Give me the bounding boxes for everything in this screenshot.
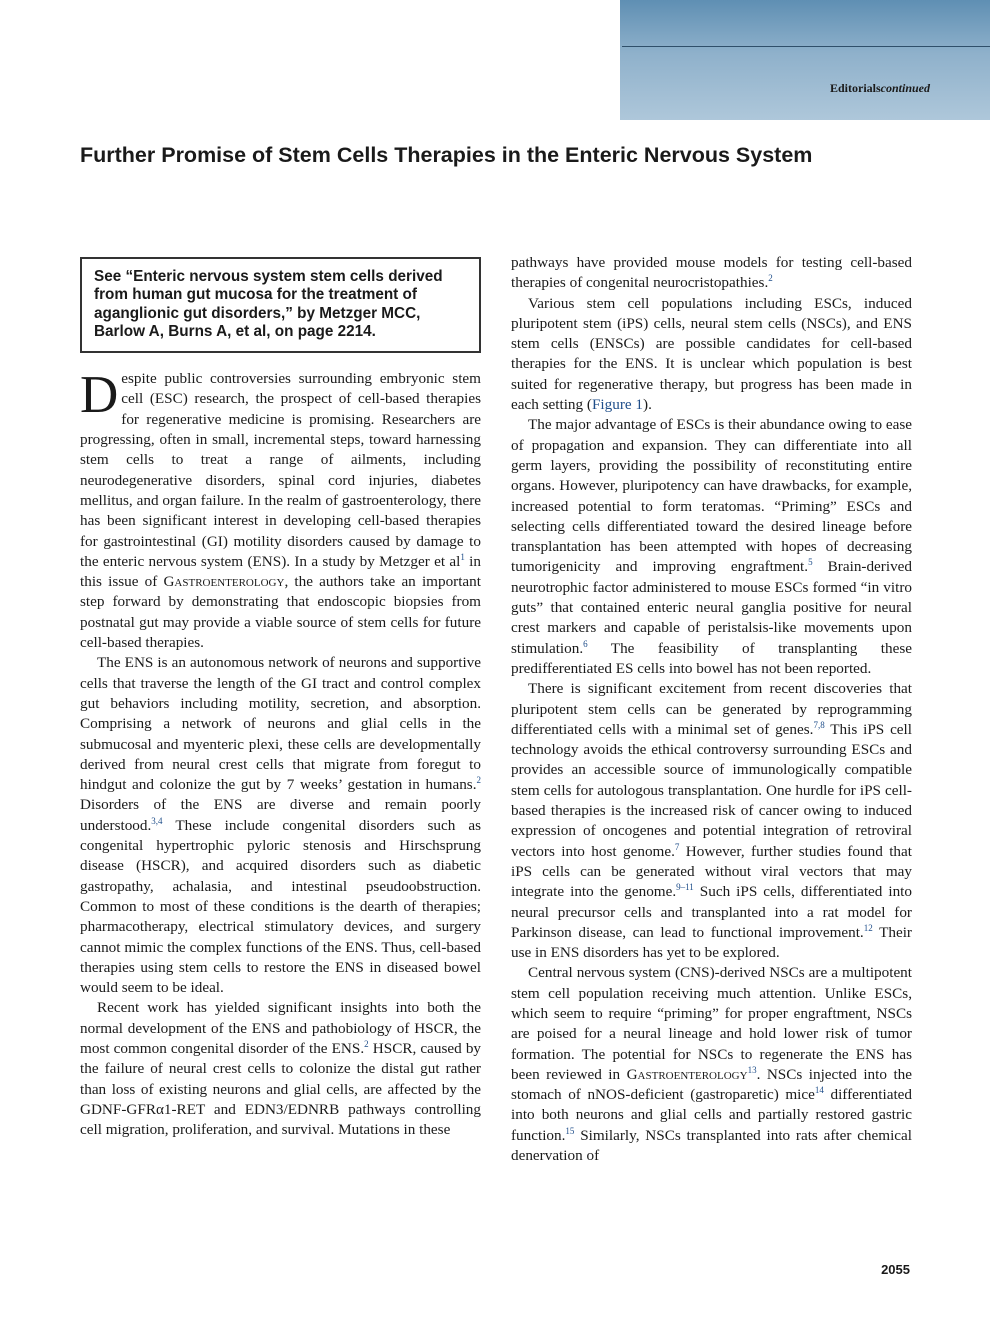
reference-link[interactable]: 3,4 [151, 815, 163, 826]
text-run: Brain-derived neurotrophic factor administered to mouse ESCs formed “in vitro guts” that contained enteric neural ganglia positive for neural crest markers and capable of peristalsis-like movements upon stimulation. [511, 558, 913, 657]
text-run: , the authors take an important step forward by demonstrating that endoscopic biopsies from postnatal gut may provide a viable source of stem cells for future cell-based therapies. [80, 573, 481, 652]
text-run: This iPS cell technology avoids the ethical controversy surrounding ESCs and provides an accessible source of immunologically compatible stem cells for autologous transplantation. One hurdle for iPS cell-based therapies is the increased risk of cancer owing to induced expression of oncogenes and potential integration of retroviral vectors into host genome. [511, 720, 912, 860]
reference-link[interactable]: 1 [460, 551, 465, 562]
text-run: Central nervous system (CNS)-derived NSCs are a multipotent stem cell population receiving much attention. Unlike ESCs, which seem to require “priming” for proper engraftment, NSCs are poised for a neural lineage and hold lower risk of tumor formation. The potential for NSCs to regenerate the ENS has been reviewed in [511, 964, 912, 1083]
text-run: espite public controversies surrounding embryonic stem cell (ESC) research, the prospect of cell-based therapies for regenerative medicine is promising. Researchers are progressing, often in small, incremental steps, toward harnessing stem cells to treat a range of ailments, including neurodegenerative disorders, spinal cord injuries, diabetes mellitus, and organ failure. In the realm of gastroenterology, there has been significant interest in developing cell-based therapies for gastrointestinal (GI) motility disorders caused by damage to the enteric nervous system (ENS). In a study by Metzger et al [80, 370, 481, 570]
reference-link[interactable]: 2 [476, 775, 481, 786]
reference-link[interactable]: 5 [808, 557, 813, 568]
paragraph-continuation [511, 253, 912, 294]
figure-link[interactable]: Figure 1 [591, 396, 644, 414]
drop-cap: D [80, 366, 119, 425]
text-run: HSCR, caused by the failure of neural crest cells to colonize the distal gut rather than loss of existing neurons and glial cells, are affected by the GDNF-GFRα1-RET and EDN3/EDNRB pathways controlling cell migration, proliferation, and survival. Mutations in these [80, 1039, 482, 1139]
article-title: Further Promise of Stem Cells Therapies in the Enteric Nervous System [80, 143, 813, 167]
text-run: Their use in ENS disorders has yet to be explored. [511, 923, 912, 962]
paragraph-ens [80, 653, 481, 998]
paragraph-intro [80, 366, 481, 653]
text-run: Similarly, NSCs transplanted into rats after chemical denervation of [511, 1126, 912, 1165]
text-run: differentiated into both neurons and glial cells and partially restored gastric function. [511, 1086, 912, 1144]
right-column [511, 253, 912, 1166]
page-number: 2055 [881, 1262, 910, 1277]
reference-link[interactable]: 2 [364, 1038, 369, 1049]
running-head-continued: continued [880, 81, 930, 95]
text-run: These include congenital disorders such as congenital hypertrophic pyloric stenosis and Hirschsprung disease (HSCR), and acquired disorders such as diabetic gastropathy, achalasia, and intestinal pseudoobstruction. Common to most of these conditions is the dearth of therapies; pharmacotherapy, electrical stimulatory devices, and surgery cannot mimic the complex functions of the ENS. Thus, cell-based therapies using stem cells to restore the ENS in diseased bowel would seem to be ideal. [80, 816, 481, 997]
reference-link[interactable]: 9–11 [676, 882, 694, 893]
paragraph-stem-cell-populations [511, 294, 912, 416]
reference-link[interactable]: 14 [814, 1085, 824, 1096]
text-run: Various stem cell populations including ESCs, induced pluripotent stem (iPS) cells, neural stem cells (NSCs), and ENS stem cells (ENSCs) are possible candidates for cell-based therapies for the ENS. It is unclear which population is best suited for regenerative therapy, but progress has been made in each setting ( [511, 294, 912, 414]
text-run: Recent work has yielded significant insights into both the normal development of the ENS and pathobiology of HSCR, the most common congenital disorder of the ENS. [80, 999, 481, 1057]
header-color-band [620, 0, 990, 120]
reference-link[interactable]: 2 [768, 273, 773, 284]
reference-link[interactable]: 7 [674, 841, 680, 852]
related-article-box[interactable]: See “Enteric nervous system stem cells derived from human gut mucosa for the treatment of aganglionic gut disorders,” by Metzger MCC, Barlow A, Burns A, et al, on page 2214. [80, 257, 481, 353]
running-head-section: Editorials [829, 81, 881, 95]
text-run: Disorders of the ENS are diverse and remain poorly understood. [80, 796, 481, 834]
reference-link[interactable]: 13 [747, 1064, 757, 1075]
text-run: . NSCs injected into the stomach of nNOS-deficient (gastroparetic) mice [511, 1065, 912, 1104]
journal-name: Gastroenterology [626, 1065, 748, 1083]
reference-link[interactable]: 12 [863, 922, 873, 933]
text-run: The feasibility of transplanting these predifferentiated ES cells into bowel has not been reported. [511, 639, 912, 677]
journal-name: Gastroenterology [163, 573, 285, 591]
header-rule [622, 46, 990, 47]
text-run: However, further studies found that iPS cells can be generated without viral vectors that may integrate into the genome. [511, 842, 912, 901]
text-run: The major advantage of ESCs is their abundance owing to ease of propagation and expansion. They can differentiate into all germ layers, providing the possibility of reconstituting entire organs. However, pluripotency can have drawbacks, for example, increased potential to form teratomas. “Priming” ESCs and selecting cells differentiated toward the desired lineage before transplantation has been attempted with hopes of decreasing tumorigenicity and improving engraftment. [511, 416, 912, 576]
paragraph-recent-work [80, 998, 481, 1140]
running-head [830, 81, 930, 96]
paragraph-nscs [511, 963, 912, 1166]
reference-link[interactable]: 6 [583, 638, 588, 649]
reference-link[interactable]: 15 [565, 1125, 575, 1136]
text-run: The ENS is an autonomous network of neurons and supportive cells that traverse the length of the GI tract and control complex gut behaviors including motility, secretion, and absorption. Comprising a network of neurons and glial cells in the submucosal and myenteric plexi, these cells are developmentally derived from neural crest cells that migrate from foregut to hindgut and colonize the gut by 7 weeks’ gestation in humans. [80, 654, 481, 794]
paragraph-ips-cells [511, 679, 912, 963]
reference-link[interactable]: 7,8 [813, 719, 825, 730]
text-run: Such iPS cells, differentiated into neural precursor cells and transplanted into a rat model for Parkinson disease, can lead to functional improvement. [511, 883, 912, 941]
left-column [80, 253, 481, 1140]
text-run: ). [643, 396, 652, 414]
text-run: There is significant excitement from recent discoveries that pluripotent stem cells can be generated by reprogramming differentiated cells with a minimal set of genes. [511, 680, 912, 738]
text-run: in this issue of [80, 552, 481, 591]
paragraph-escs [511, 415, 912, 679]
text-run: pathways have provided mouse models for testing cell-based therapies of congenital neurocristopathies. [511, 254, 912, 292]
